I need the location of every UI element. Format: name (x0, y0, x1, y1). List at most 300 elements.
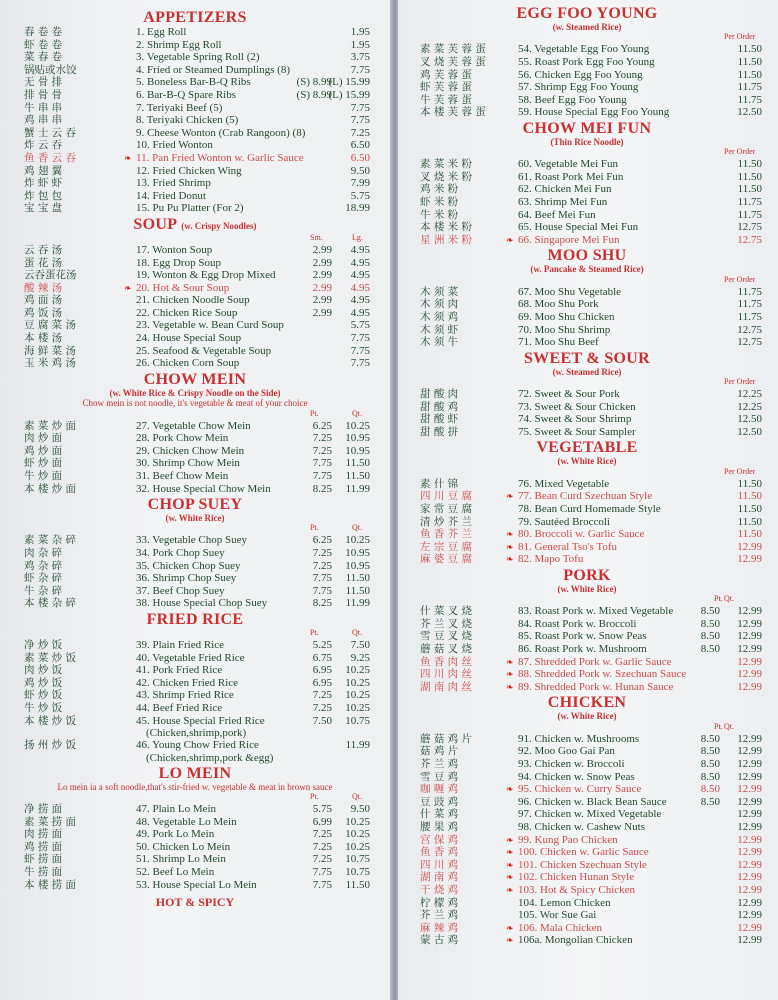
price-large: 3.75 (350, 51, 370, 64)
menu-item (6, 319, 384, 332)
price-small: 7.25 (312, 701, 332, 714)
item-name: 44. Beef Fried Rice (136, 701, 223, 714)
price-large: 12.50 (737, 106, 762, 119)
item-name: 21. Chicken Noodle Soup (136, 294, 250, 307)
section-subtitle: (w. Crispy Noodles) (181, 220, 257, 231)
chinese-name: 腰 果 鸡 (420, 820, 459, 833)
section-chowmeifun (404, 121, 770, 247)
price-large: 12.25 (737, 388, 762, 401)
menu-item (6, 879, 384, 892)
chinese-name: 甜 酸 虾 (420, 413, 459, 426)
price-col-label-large: Qt. (352, 792, 362, 802)
item-name: 7. Teriyaki Beef (5) (136, 101, 223, 114)
menu-item (6, 244, 384, 257)
price-large: 4.95 (350, 269, 370, 282)
menu-item (404, 745, 770, 758)
item-name: 92. Moo Goo Gai Pan (518, 745, 615, 758)
price-large: 11.75 (737, 285, 762, 298)
menu-item (404, 846, 770, 859)
item-name: 72. Sweet & Sour Pork (518, 388, 620, 401)
menu-right-page (398, 0, 778, 1000)
section-subtitle: (w. Pancake & Steamed Rice) (530, 264, 644, 275)
chinese-name: 豆 豉 鸡 (420, 795, 459, 808)
section-title: PORK (563, 566, 611, 584)
hot-pepper-icon: ❧ (506, 935, 514, 946)
menu-item (404, 859, 770, 872)
price-small: (S) 8.99 (296, 76, 332, 89)
menu-item (6, 803, 384, 816)
item-name: 46. Young Chow Fried Rice (136, 739, 259, 752)
item-name: 2. Shrimp Egg Roll (136, 38, 222, 51)
chinese-name: 素 什 锦 (420, 477, 459, 490)
menu-item (6, 307, 384, 320)
hot-pepper-icon: ❧ (506, 529, 514, 540)
section-subtitle: (w. White Rice) (557, 711, 617, 722)
item-name: 38. House Special Chop Suey (136, 597, 268, 610)
chinese-name: 素 菜 炒 面 (24, 419, 77, 432)
item-name: 37. Beef Chop Suey (136, 584, 225, 597)
price-col-label-large: Per Order (724, 274, 756, 284)
price-large: 4.95 (350, 243, 370, 256)
price-large: 11.50 (737, 183, 762, 196)
menu-item (6, 585, 384, 598)
hot-pepper-icon: ❧ (506, 554, 514, 565)
menu-item (6, 165, 384, 178)
hot-pepper-icon: ❧ (506, 834, 514, 845)
item-name: 62. Chicken Mei Fun (518, 183, 612, 196)
menu-item (404, 909, 770, 922)
price-small: 6.25 (312, 534, 332, 547)
price-small: 8.25 (312, 597, 332, 610)
item-name: 5. Boneless Bar-B-Q Ribs (136, 76, 251, 89)
price-large: 12.99 (737, 655, 762, 668)
menu-item (6, 39, 384, 52)
price-large: 7.75 (350, 332, 370, 345)
item-name: 65. House Special Mei Fun (518, 221, 639, 234)
item-name: 75. Sweet & Sour Sampler (518, 425, 636, 438)
chinese-name: 肉 炒 面 (24, 432, 63, 445)
price-large: 7.75 (350, 101, 370, 114)
price-large: 11.50 (345, 878, 370, 891)
chinese-name: 鸡 炒 面 (24, 444, 63, 457)
chinese-name: 虾 炒 面 (24, 457, 63, 470)
chinese-name: 本 楼 捞 面 (24, 878, 77, 891)
chinese-name: 酸 辣 汤 (24, 281, 63, 294)
menu-item (6, 689, 384, 702)
chinese-name: 鸡 捞 面 (24, 840, 63, 853)
price-large: 11.50 (737, 477, 762, 490)
section-title: CHOP SUEY (147, 496, 243, 514)
menu-item (404, 503, 770, 516)
price-large: 4.95 (350, 256, 370, 269)
price-small: 2.99 (312, 243, 332, 256)
item-name: 10. Fried Wonton (136, 139, 213, 152)
chinese-name: 鸡 翅 翼 (24, 164, 63, 177)
chinese-name: 鸡 芙 蓉 蛋 (420, 68, 473, 81)
price-large: 12.50 (737, 413, 762, 426)
price-small: (S) 8.99 (296, 88, 332, 101)
chinese-name: 清 炒 芥 兰 (420, 515, 473, 528)
menu-item (6, 828, 384, 841)
chinese-name: 四 川 肉 丝 (420, 668, 473, 681)
chinese-name: 肉 捞 面 (24, 828, 63, 841)
chinese-name: 虾 杂 碎 (24, 572, 63, 585)
menu-item (6, 445, 384, 458)
price-column-labels (404, 377, 770, 388)
menu-item (6, 294, 384, 307)
price-large: 12.99 (737, 553, 762, 566)
hot-pepper-icon: ❧ (506, 847, 514, 858)
section-pork (404, 568, 770, 694)
price-large: 9.50 (350, 803, 370, 816)
menu-item (404, 808, 770, 821)
price-column-labels (404, 594, 770, 605)
chinese-name: 甜 酸 鸡 (420, 400, 459, 413)
chinese-name: 素 菜 捞 面 (24, 815, 77, 828)
chinese-name: 菜 春 卷 (24, 51, 63, 64)
price-small: 7.25 (312, 547, 332, 560)
item-name: 9. Cheese Wonton (Crab Rangoon) (8) (136, 126, 306, 139)
price-large: 11.75 (737, 196, 762, 209)
section-eggfooyoung (404, 6, 770, 119)
price-column-labels (6, 233, 384, 244)
item-name: 69. Moo Shu Chicken (518, 310, 615, 323)
chinese-name: 牛 米 粉 (420, 208, 459, 221)
chinese-name: 蘑 菇 鸡 片 (420, 732, 473, 745)
price-large: 10.25 (345, 840, 370, 853)
menu-item (6, 572, 384, 585)
price-column-labels (404, 32, 770, 43)
price-small: 6.75 (312, 651, 332, 664)
chinese-name: 干 烧 鸡 (420, 883, 459, 896)
hot-pepper-icon: ❧ (506, 656, 514, 667)
chinese-name: 本 楼 芙 蓉 蛋 (420, 106, 486, 119)
menu-item (6, 432, 384, 445)
section-header (6, 766, 384, 782)
menu-item (404, 171, 770, 184)
menu-item (6, 102, 384, 115)
menu-item (404, 834, 770, 847)
item-name: 76. Mixed Vegetable (518, 477, 610, 490)
price-small: 5.75 (312, 803, 332, 816)
menu-item (6, 702, 384, 715)
item-name: 89. Shredded Pork w. Hunan Sauce (518, 680, 674, 693)
price-col-label-small: Sm. (310, 232, 323, 242)
menu-item (6, 269, 384, 282)
price-col-label-small: Pt. (310, 523, 319, 533)
menu-item (6, 560, 384, 573)
price-large: 12.99 (737, 883, 762, 896)
price-col-label-small: Pt. (310, 408, 319, 418)
price-large: 12.99 (737, 909, 762, 922)
section-header (6, 612, 384, 628)
item-name: 101. Chicken Szechuan Style (518, 858, 647, 871)
section-title: MOO SHU (547, 247, 627, 265)
chinese-name: 肉 炒 饭 (24, 664, 63, 677)
hot-pepper-icon: ❧ (506, 784, 514, 795)
menu-item (404, 311, 770, 324)
chinese-name: 叉 烧 芙 蓉 蛋 (420, 55, 486, 68)
menu-item (6, 177, 384, 190)
price-small: 7.25 (312, 444, 332, 457)
price-col-label-small: Pt. (310, 628, 319, 637)
chinese-name: 炸 包 包 (24, 189, 63, 202)
item-name: 49. Pork Lo Mein (136, 828, 215, 841)
price-col-label-large: Qt. (352, 628, 362, 637)
item-name: 45. House Special Fried Rice (136, 714, 265, 727)
item-name: 74. Sweet & Sour Shrimp (518, 413, 632, 426)
hot-pepper-icon: ❧ (506, 669, 514, 680)
chinese-name: 鸡 面 汤 (24, 294, 63, 307)
price-large: 10.95 (345, 547, 370, 560)
section-subtitle: (w. Steamed Rice) (552, 22, 622, 32)
menu-item (404, 821, 770, 834)
item-name: 52. Beef Lo Mein (136, 866, 215, 879)
price-large: 10.25 (345, 701, 370, 714)
item-name: 12. Fried Chicken Wing (136, 164, 242, 177)
section-header (404, 440, 770, 456)
price-large: 10.95 (345, 432, 370, 445)
item-name: 60. Vegetable Mei Fun (518, 158, 619, 171)
chinese-name: 海 鲜 菜 汤 (24, 344, 77, 357)
chinese-name: 左 宗 豆 腐 (420, 540, 473, 553)
section-note: Lo mein ia a soft noodle,that's stir-fried w. vegetable & meat in brown sauce (57, 781, 333, 792)
item-name: 43. Shrimp Fried Rice (136, 689, 234, 702)
price-large: 10.25 (345, 828, 370, 841)
chinese-name: 芥 兰 鸡 (420, 909, 459, 922)
price-column-labels (6, 792, 384, 803)
menu-item (404, 796, 770, 809)
section-header (404, 568, 770, 584)
chinese-name: 牛 杂 碎 (24, 584, 63, 597)
item-name: 41. Pork Fried Rice (136, 664, 223, 677)
menu-item (6, 51, 384, 64)
price-large: 5.75 (350, 189, 370, 202)
price-large: 12.99 (737, 540, 762, 553)
chinese-name: 四 川 鸡 (420, 858, 459, 871)
price-large: 12.99 (737, 921, 762, 934)
menu-item (6, 816, 384, 829)
price-small: 8.50 (700, 770, 720, 783)
chinese-name: 鸡 米 粉 (420, 183, 459, 196)
price-small: 2.99 (312, 281, 332, 294)
chinese-name: 咖 喱 鸡 (420, 783, 459, 796)
price-large: 7.75 (350, 344, 370, 357)
price-large: 10.25 (345, 534, 370, 547)
price-small: 2.99 (312, 269, 332, 282)
item-name: 48. Vegetable Lo Mein (136, 815, 237, 828)
menu-item (404, 43, 770, 56)
price-small: 7.75 (312, 572, 332, 585)
price-large: 10.25 (345, 676, 370, 689)
section-title: VEGETABLE (536, 439, 638, 457)
price-large: 11.99 (345, 739, 370, 752)
menu-item (404, 56, 770, 69)
chinese-name: 星 洲 米 粉 (420, 233, 473, 246)
item-name: 98. Chicken w. Cashew Nuts (518, 820, 645, 833)
chinese-name: 蒙 古 鸡 (420, 934, 459, 947)
price-small: 6.25 (312, 419, 332, 432)
menu-item (404, 234, 770, 247)
menu-item (404, 209, 770, 222)
chinese-name: 虾 炒 饭 (24, 689, 63, 702)
item-name: 84. Roast Pork w. Broccoli (518, 617, 637, 630)
item-name: 3. Vegetable Spring Roll (2) (136, 51, 260, 64)
menu-item (404, 783, 770, 796)
item-name: 40. Vegetable Fried Rice (136, 651, 245, 664)
item-name: 29. Chicken Chow Mein (136, 444, 245, 457)
chinese-name: 素 菜 米 粉 (420, 158, 473, 171)
item-name: 55. Roast Pork Egg Foo Young (518, 55, 655, 68)
item-name: 85. Roast Pork w. Snow Peas (518, 630, 647, 643)
item-name: 97. Chicken w. Mixed Vegetable (518, 808, 662, 821)
price-large: 11.99 (345, 482, 370, 495)
price-large: 12.99 (737, 820, 762, 833)
price-large: 7.75 (350, 357, 370, 370)
price-large: 4.95 (350, 281, 370, 294)
price-large: 11.50 (737, 43, 762, 56)
menu-item (6, 866, 384, 879)
chinese-name: 炸 虾 虾 (24, 177, 63, 190)
price-large: 6.50 (350, 139, 370, 152)
chinese-name: 什 菜 鸡 (420, 808, 459, 821)
chinese-name: 锅贴或水饺 (24, 63, 77, 76)
item-name: 59. House Special Egg Foo Young (518, 106, 670, 119)
menu-item (6, 127, 384, 140)
price-col-label-large: Qt. (724, 594, 734, 604)
menu-item (404, 605, 770, 618)
price-large: 11.50 (737, 55, 762, 68)
item-name: 14. Fried Donut (136, 189, 206, 202)
price-col-label-large: Per Order (724, 377, 756, 387)
chinese-name: 玉 米 鸡 汤 (24, 357, 77, 370)
menu-item (404, 94, 770, 107)
item-name: 106a. Mongolian Chicken (518, 934, 633, 947)
price-large: 12.99 (737, 745, 762, 758)
item-name: 81. General Tso's Tofu (518, 540, 618, 553)
price-large: 12.99 (737, 643, 762, 656)
menu-item (404, 401, 770, 414)
menu-item (6, 597, 384, 610)
section-subtitle: (w. White Rice & Crispy Noodle on the Side) (109, 387, 281, 398)
chinese-name: 本 楼 炒 饭 (24, 714, 77, 727)
section-chowmein (6, 372, 384, 495)
item-name: 54. Vegetable Egg Foo Young (518, 43, 650, 56)
chinese-name: 什 菜 叉 烧 (420, 605, 473, 618)
price-large: 11.75 (737, 310, 762, 323)
right-column (398, 0, 778, 949)
item-name: 30. Shrimp Chow Mein (136, 457, 240, 470)
price-large: 12.99 (737, 732, 762, 745)
chinese-name: 本 楼 杂 碎 (24, 597, 77, 610)
price-column-labels (6, 409, 384, 420)
item-name: 80. Broccoli w. Garlic Sauce (518, 528, 645, 541)
price-large: (L) 15.99 (328, 88, 370, 101)
menu-item (404, 81, 770, 94)
price-large: 10.75 (345, 853, 370, 866)
price-small: 8.50 (700, 783, 720, 796)
menu-item (6, 114, 384, 127)
price-column-labels (404, 147, 770, 158)
menu-item (6, 853, 384, 866)
price-large: 11.75 (737, 298, 762, 311)
price-col-label-small: Pt. (714, 721, 723, 731)
price-small: 7.75 (312, 584, 332, 597)
item-name: 91. Chicken w. Mushrooms (518, 732, 640, 745)
price-small: 7.25 (312, 689, 332, 702)
price-small: 8.50 (700, 605, 720, 618)
price-large: 10.25 (345, 815, 370, 828)
menu-item (6, 652, 384, 665)
menu-item (6, 639, 384, 652)
chinese-name: 麻 婆 豆 腐 (420, 553, 473, 566)
chinese-name: 素 菜 杂 碎 (24, 534, 77, 547)
price-large: 12.99 (737, 934, 762, 947)
price-col-label-large: Per Order (724, 32, 756, 42)
section-header (404, 248, 770, 264)
item-name: 50. Chicken Lo Mein (136, 840, 231, 853)
price-large: 4.95 (350, 294, 370, 307)
item-name: 4. Fried or Steamed Dumplings (8) (136, 63, 290, 76)
menu-item (6, 664, 384, 677)
menu-item (404, 922, 770, 935)
price-small: 6.95 (312, 664, 332, 677)
menu-item (6, 841, 384, 854)
menu-item (6, 547, 384, 560)
section-appetizers (6, 10, 384, 215)
menu-item (404, 516, 770, 529)
price-small: 7.75 (312, 457, 332, 470)
chinese-name: 木 须 鸡 (420, 310, 459, 323)
hot-pepper-icon: ❧ (506, 922, 514, 933)
price-small: 2.99 (312, 256, 332, 269)
section-mooshu (404, 248, 770, 348)
chinese-name: 菇 鸡 片 (420, 745, 459, 758)
chinese-name: 鸡 杂 碎 (24, 559, 63, 572)
price-large: 10.25 (345, 419, 370, 432)
price-large: 12.75 (737, 233, 762, 246)
section-header (404, 121, 770, 137)
item-name: 71. Moo Shu Beef (518, 336, 599, 349)
chinese-name: 扬 州 炒 饭 (24, 739, 77, 752)
price-small: 7.25 (312, 559, 332, 572)
chinese-name: 牛 捞 面 (24, 866, 63, 879)
item-name: 67. Moo Shu Vegetable (518, 285, 622, 298)
price-large: 1.95 (350, 38, 370, 51)
chinese-name: 春 卷 卷 (24, 26, 63, 38)
item-name: 64. Beef Mei Fun (518, 208, 596, 221)
chinese-name: 芥 兰 鸡 (420, 757, 459, 770)
chinese-name: 本 楼 炒 面 (24, 482, 77, 495)
menu-item (404, 478, 770, 491)
price-small: 8.50 (700, 732, 720, 745)
hot-pepper-icon: ❧ (124, 282, 132, 293)
chinese-name: 素 菜 芙 蓉 蛋 (420, 43, 486, 56)
price-large: 12.99 (737, 783, 762, 796)
chinese-name: 木 须 菜 (420, 285, 459, 298)
menu-item (404, 668, 770, 681)
section-soup (6, 217, 384, 370)
section-title: EGG FOO YOUNG (516, 5, 658, 22)
price-large: 11.50 (737, 158, 762, 171)
chinese-name: 柠 檬 鸡 (420, 896, 459, 909)
price-large: 11.75 (737, 93, 762, 106)
price-large: 11.50 (737, 68, 762, 81)
chinese-name: 牛 炒 饭 (24, 701, 63, 714)
price-large: 10.25 (345, 689, 370, 702)
section-title: LO MEIN (158, 764, 232, 782)
price-large: 11.50 (737, 490, 762, 503)
